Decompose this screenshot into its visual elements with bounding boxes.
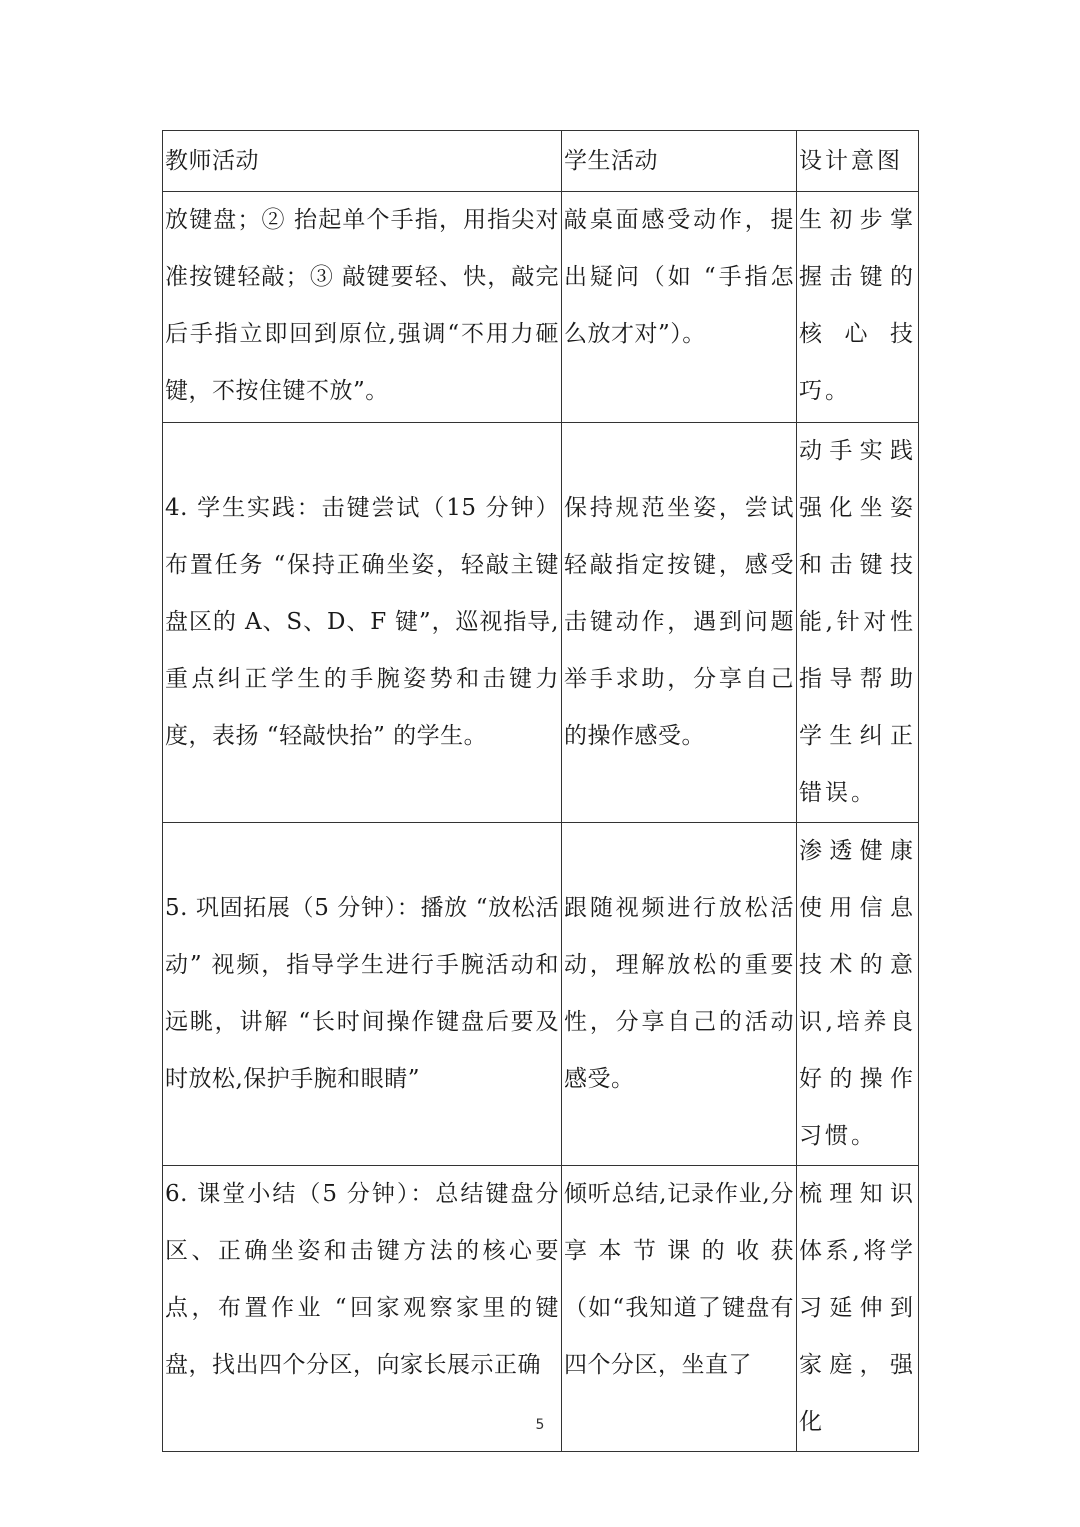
student-activity-cell: 保持规范坐姿，尝试轻敲指定按键，感受击键动作，遇到问题举手求助，分享自己的操作感受。 bbox=[562, 423, 797, 823]
lesson-plan-table bbox=[162, 130, 919, 1452]
design-intent-cell: 渗透健康使用信息技术的意识,培养良好的操作习惯。 bbox=[797, 823, 919, 1166]
teacher-activity-cell: 放键盘；② 抬起单个手指，用指尖对准按键轻敲；③ 敲键要轻、快，敲完后手指立即回到原位,强调“不用力砸键，不按住键不放”。 bbox=[163, 192, 562, 423]
header-teacher-activity: 教师活动 bbox=[163, 131, 562, 192]
student-activity-cell: 跟随视频进行放松活动，理解放松的重要性，分享自己的活动感受。 bbox=[562, 823, 797, 1166]
teacher-activity-cell: 6. 课堂小结（5 分钟）：总结键盘分区、正确坐姿和击键方法的核心要点，布置作业 “回家观察家里的键盘，找出四个分区，向家长展示正确 bbox=[163, 1166, 562, 1452]
page-number: 5 bbox=[535, 1417, 545, 1433]
teacher-activity-cell: 4. 学生实践：击键尝试（15 分钟）布置任务 “保持正确坐姿，轻敲主键盘区的 A、S、D、F 键”，巡视指导,重点纠正学生的手腕姿势和击键力度，表扬 “轻敲快抬” 的学生。 bbox=[163, 423, 562, 823]
design-intent-cell: 生初步掌握击键的核心技巧。 bbox=[797, 192, 919, 423]
table-header-row bbox=[163, 131, 919, 192]
design-intent-cell: 动手实践强化坐姿和击键技能,针对性指导帮助学生纠正错误。 bbox=[797, 423, 919, 823]
header-design-intent: 设计意图 bbox=[797, 131, 919, 192]
table-row bbox=[163, 423, 919, 823]
table-row bbox=[163, 1166, 919, 1452]
teacher-activity-cell: 5. 巩固拓展（5 分钟）：播放 “放松活动” 视频，指导学生进行手腕活动和远眺，讲解 “长时间操作键盘后要及时放松,保护手腕和眼睛” bbox=[163, 823, 562, 1166]
table-row bbox=[163, 192, 919, 423]
student-activity-cell: 倾听总结,记录作业,分享本节课的收获（如“我知道了键盘有四个分区，坐直了 bbox=[562, 1166, 797, 1452]
student-activity-cell: 敲桌面感受动作，提出疑问（如 “手指怎么放才对”）。 bbox=[562, 192, 797, 423]
table-row bbox=[163, 823, 919, 1166]
header-student-activity: 学生活动 bbox=[562, 131, 797, 192]
design-intent-cell: 梳理知识体系,将学习延伸到家庭，强化 bbox=[797, 1166, 919, 1452]
